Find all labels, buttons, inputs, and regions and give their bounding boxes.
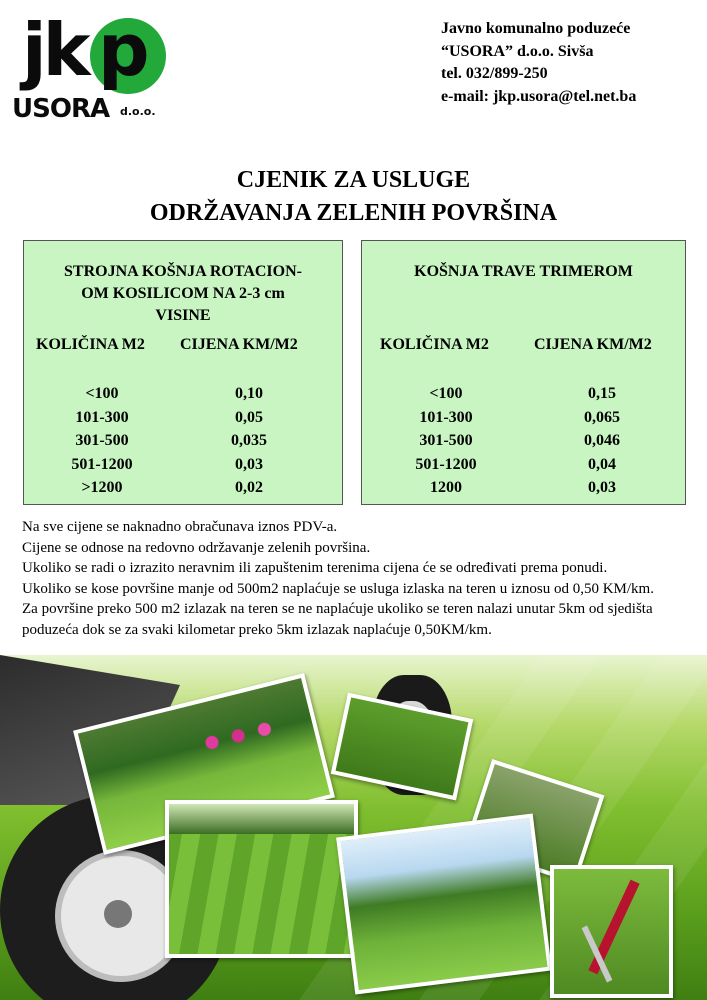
note-line: Na sve cijene se naknadno obračunava iznos PDV-a. [22, 519, 338, 535]
price-cell: 0,15 [588, 385, 616, 402]
note-line: Ukoliko se kose površine manje od 500m2 naplaćuje se usluga izlaska na teren u iznosu od 0,50 KM/km. [22, 580, 654, 597]
logo-name: USORA [12, 94, 110, 124]
qty-cell: >1200 [81, 479, 123, 496]
column-header-quantity: KOLIČINA M2 [380, 336, 489, 353]
table-row [362, 382, 685, 406]
table-row [24, 429, 342, 453]
contact-line: “USORA” d.o.o. Sivša [441, 42, 594, 60]
trimmer-photo [331, 693, 473, 801]
table-heading [24, 261, 342, 327]
heading-line: STROJNA KOŠNJA ROTACION- [64, 263, 302, 280]
qty-cell: 501-1200 [415, 455, 477, 473]
price-cell: 0,03 [588, 479, 616, 496]
table-heading [362, 261, 685, 283]
note-line: Za površine preko 500 m2 izlazak na teren se ne naplaćuje ukoliko se teren nalazi unutar 5km od sjedišta poduzeća dok se za svaki kilometar preko 5km izlazak naplaćuje 0,50KM/km. [22, 601, 653, 638]
trees [169, 804, 354, 834]
price-table-rotary-mowing [23, 240, 343, 505]
price-rows [24, 382, 342, 500]
table-row [362, 476, 685, 500]
price-rows [362, 382, 685, 500]
price-cell: 0,046 [584, 432, 620, 449]
lawn-photo-collage [0, 655, 707, 1000]
qty-cell: 301-500 [75, 432, 129, 449]
table-row [362, 406, 685, 430]
heading-line: KOŠNJA TRAVE TRIMEROM [414, 263, 633, 280]
qty-cell: 101-300 [75, 408, 129, 426]
table-row [362, 453, 685, 477]
flowers [192, 714, 285, 757]
price-cell: 0,035 [231, 432, 267, 449]
heading-line: OM KOSILICOM NA 2-3 cm [81, 285, 285, 302]
price-cell: 0,02 [235, 479, 263, 496]
title-line-1: CJENIK ZA USLUGE [236, 167, 471, 193]
wheel-bolt [104, 900, 132, 928]
logo-letter-p: p [98, 8, 150, 92]
table-row [24, 406, 342, 430]
company-logo [12, 8, 172, 124]
price-table-trimmer-mowing [361, 240, 686, 505]
table-row [24, 476, 342, 500]
qty-cell: <100 [85, 385, 119, 402]
contact-phone: tel. 032/899-250 [441, 65, 548, 82]
qty-cell: 301-500 [419, 432, 473, 449]
pricing-notes [22, 517, 687, 640]
column-header-price: CIJENA KM/M2 [534, 336, 652, 353]
contact-email: e-mail: jkp.usora@tel.net.ba [441, 87, 637, 105]
logo-letters: jk [22, 8, 87, 92]
qty-cell: 101-300 [419, 408, 473, 426]
price-cell: 0,065 [584, 408, 620, 426]
table-row [24, 382, 342, 406]
table-row [24, 453, 342, 477]
price-cell: 0,05 [235, 408, 263, 426]
contact-line: Javno komunalno poduzeće [441, 20, 631, 37]
park-lawn-photo [336, 814, 552, 995]
note-line: Ukoliko se radi o izrazito neravnim ili zapuštenim terenima cijena će se određivati prema ponudi. [22, 560, 608, 576]
page-title [0, 164, 707, 230]
column-header-price: CIJENA KM/M2 [180, 336, 298, 353]
note-line: Cijene se odnose na redovno održavanje zelenih površina. [22, 539, 371, 556]
striped-lawn-photo [165, 800, 358, 958]
price-cell: 0,03 [235, 455, 263, 473]
heading-line: VISINE [155, 307, 211, 324]
pruning-shears-photo [550, 865, 673, 998]
qty-cell: 1200 [430, 479, 462, 496]
price-cell: 0,10 [235, 385, 263, 402]
price-cell: 0,04 [588, 455, 616, 473]
contact-block [441, 18, 636, 108]
qty-cell: 501-1200 [71, 455, 133, 473]
column-header-quantity: KOLIČINA M2 [36, 336, 145, 353]
title-line-2: ODRŽAVANJA ZELENIH POVRŠINA [149, 200, 558, 226]
table-row [362, 429, 685, 453]
qty-cell: <100 [429, 385, 463, 402]
logo-suffix: d.o.o. [120, 105, 156, 118]
